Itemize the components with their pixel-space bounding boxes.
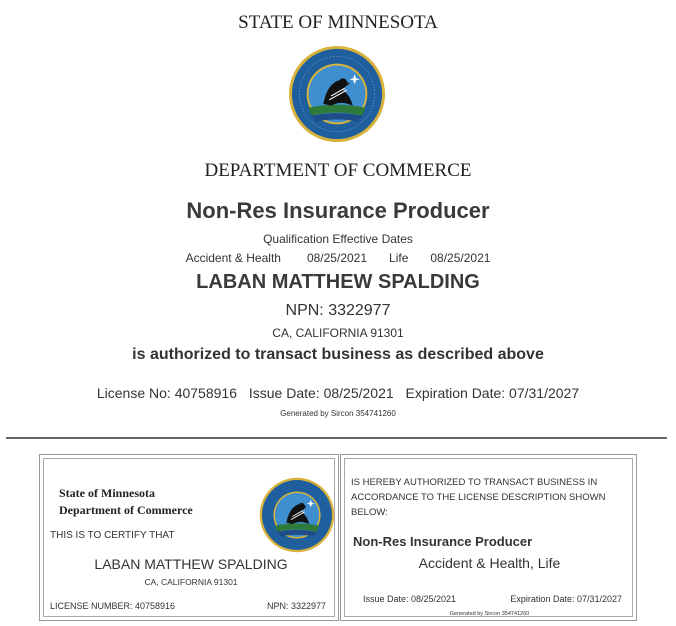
authorization-statement: is authorized to transact business as described above [132,346,544,363]
wallet-card-back [340,454,637,621]
card-holder-address: CA, CALIFORNIA 91301 [144,577,238,587]
license-number: License No: 40758916 [96,385,237,401]
wallet-card-front [39,454,339,621]
card-license-lines: Accident & Health, Life [418,555,561,571]
license-details [0,385,676,401]
generated-by: Generated by Sircon 354741260 [280,409,396,418]
line-name: Accident & Health [185,251,281,265]
license-type: Non-Res Insurance Producer [186,198,490,223]
wallet-card-back-border [344,458,633,617]
card-license-number: LICENSE NUMBER: 40758916 [50,601,176,611]
card-generated-by: Generated by Sircon 354741260 [449,611,530,617]
qualification-heading: Qualification Effective Dates [263,232,413,246]
card-issue-date: Issue Date: 08/25/2021 [363,594,457,604]
card-department: Department of Commerce [59,503,193,517]
line-name: Life [389,251,409,265]
holder-address: CA, CALIFORNIA 91301 [272,326,404,340]
card-npn: NPN: 3322977 [266,601,326,611]
certify-text: THIS IS TO CERTIFY THAT [50,530,175,541]
holder-name: LABAN MATTHEW SPALDING [196,271,480,293]
card-state: State of Minnesota [59,486,155,500]
state-seal-icon [259,477,335,553]
cut-line-divider [6,437,667,439]
npn: NPN: 3322977 [285,302,391,319]
card-expiration-date: Expiration Date: 07/31/2027 [510,594,622,604]
card-authorization: IS HEREBY AUTHORIZED TO TRANSACT BUSINESS IN ACCORDANCE TO THE LICENSE DESCRIPTION SHOWN BELOW: [351,477,606,518]
state-seal-icon [288,45,386,143]
line-date: 08/25/2021 [430,251,491,265]
card-holder-name: LABAN MATTHEW SPALDING [94,556,288,572]
expiration-date: Expiration Date: 07/31/2027 [405,385,580,401]
department-title: DEPARTMENT OF COMMERCE [204,160,472,181]
issue-date: Issue Date: 08/25/2021 [248,385,394,401]
qualification-lines [0,251,676,265]
card-license-type: Non-Res Insurance Producer [353,534,533,549]
line-date: 08/25/2021 [306,251,368,265]
state-title: STATE OF MINNESOTA [238,12,438,33]
wallet-card-front-border [43,458,335,617]
